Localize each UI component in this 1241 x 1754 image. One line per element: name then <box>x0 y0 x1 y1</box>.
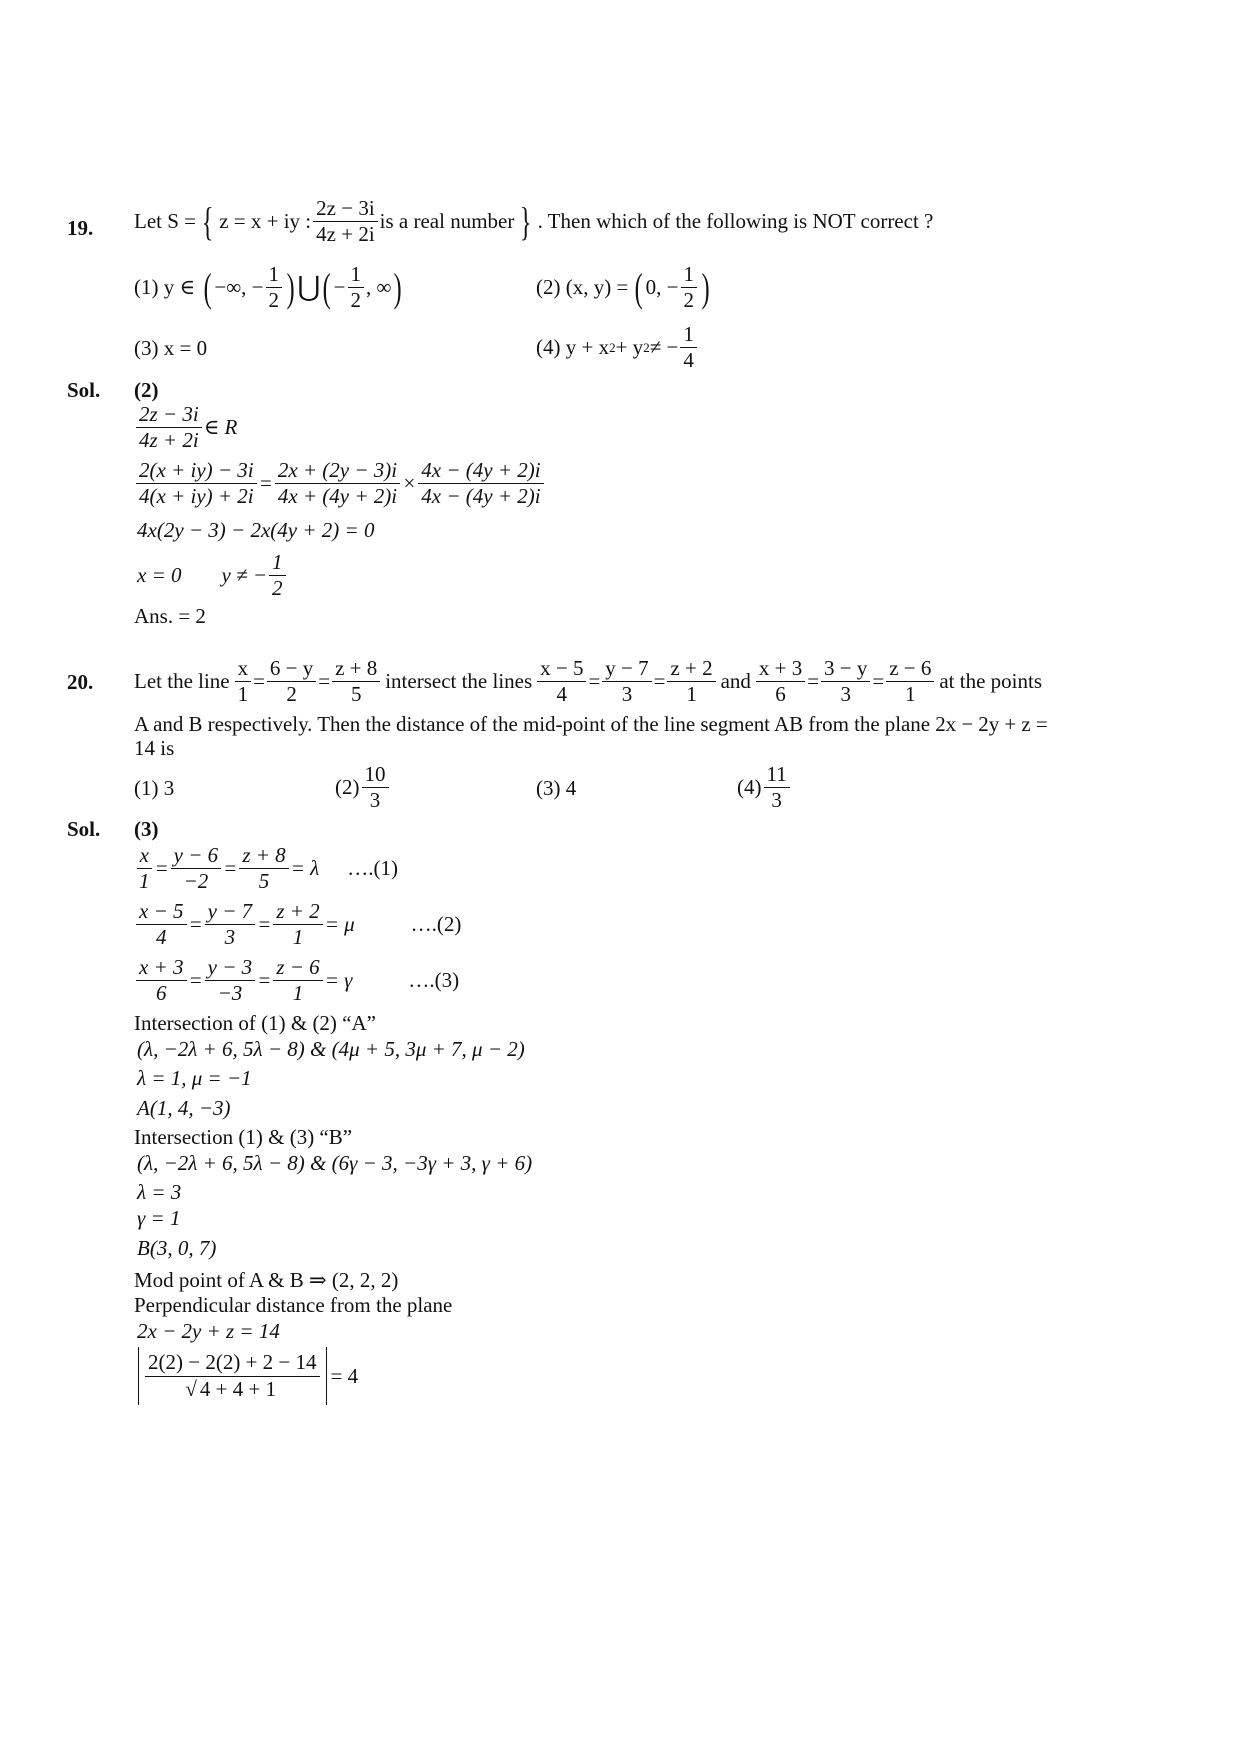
solution-19-line-3: 4x(2y − 3) − 2x(4y + 2) = 0 <box>137 518 375 542</box>
solution-19-line-4: x = 0 y ≠ − $\frac{1}{2}$ <box>137 550 288 601</box>
solution-20-points-b: (λ, −2λ + 6, 5λ − 8) & (6γ − 3, −3γ + 3, γ + 6) <box>137 1151 533 1175</box>
question-20-number: 20. <box>67 670 94 694</box>
question-20-stem-line-1: Let the line $\frac{x}{1}$ = $\frac{6 - y}{2}$ = $\frac{z + 8}{5}$ intersect the lines $\frac{x - 5}{4}$ = $\frac{y - 7}{3}$ = $\frac{z + 2}{1}$ and $\frac{x + 3}{6}$ = $\frac{3 - y}{3}$ = $\frac{z - 6}{1}$ at the points <box>134 656 1042 707</box>
question-20-option-3[interactable]: (3) 4 <box>536 776 577 800</box>
solution-19-answer-line: Ans. = 2 <box>134 604 206 628</box>
solution-20-midpoint: Mod point of A & B ⇒ (2, 2, 2) <box>134 1268 399 1292</box>
solution-20-label: Sol. <box>67 817 101 841</box>
solution-20-intersection-a: Intersection of (1) & (2) “A” <box>134 1011 376 1035</box>
question-19-number: 19. <box>67 216 94 240</box>
solution-19-line-2: $\frac{2(x + iy) - 3i}{4(x + iy) + 2i}$ = $\frac{2x + (2y - 3)i}{4x + (4y + 2)i}$ × $\frac{4x - (4y + 2)i}{4x - (4y + 2)i}$ <box>134 458 546 509</box>
question-19-stem: Let S = { z = x + iy : $\frac{2z - 3i}{4z + 2i}$ is a real number } . Then which of the following is NOT correct ? <box>134 196 934 247</box>
solution-20-points-a: (λ, −2λ + 6, 5λ − 8) & (4μ + 5, 3μ + 7, μ − 2) <box>137 1037 525 1061</box>
question-19-option-1[interactable]: (1) y ∈ ( −∞, − $\frac{1}{2}$ ) ⋃ ( − $\frac{1}{2}$ , ∞ ) <box>134 262 403 313</box>
set-fraction: $\frac{2z - 3i}{4z + 2i}$ <box>313 196 378 247</box>
question-20-option-2[interactable]: (2) $\frac{10}{3}$ <box>335 762 391 813</box>
solution-20-equation-2: $\frac{x - 5}{4}$ = $\frac{y - 7}{3}$ = $\frac{z + 2}{1}$ = μ ….(2) <box>134 899 461 950</box>
question-19-option-4[interactable]: (4) y + x 2 + y 2 ≠ − $\frac{1}{4}$ <box>536 322 699 373</box>
solution-20-lambda: λ = 3 <box>137 1180 182 1204</box>
question-20-stem-line-2: A and B respectively. Then the distance of the mid-point of the line segment AB from the plane 2x − 2y + z = <box>134 712 1048 736</box>
solution-20-answer: (3) <box>134 817 159 841</box>
solution-20-gamma: γ = 1 <box>137 1206 181 1230</box>
solution-20-values-a: λ = 1, μ = −1 <box>137 1066 252 1090</box>
question-19-option-2[interactable]: (2) (x, y) = ( 0, − $\frac{1}{2}$ ) <box>536 262 710 313</box>
solution-20-perpendicular: Perpendicular distance from the plane <box>134 1293 453 1317</box>
question-20-option-4[interactable]: (4) $\frac{11}{3}$ <box>737 762 792 813</box>
question-20-option-1[interactable]: (1) 3 <box>134 776 175 800</box>
solution-20-plane: 2x − 2y + z = 14 <box>137 1319 280 1343</box>
question-19-option-3[interactable]: (3) x = 0 <box>134 336 208 360</box>
solution-20-intersection-b: Intersection (1) & (3) “B” <box>134 1125 353 1149</box>
solution-19-answer: (2) <box>134 378 159 402</box>
solution-20-point-a: A(1, 4, −3) <box>137 1096 231 1120</box>
solution-20-equation-1: $\frac{x}{1}$ = $\frac{y - 6}{-2}$ = $\frac{z + 8}{5}$ = λ ….(1) <box>134 843 398 894</box>
solution-19-label: Sol. <box>67 378 101 402</box>
solution-20-point-b: B(3, 0, 7) <box>137 1236 217 1260</box>
solution-20-distance: $\frac{2(2) - 2(2) + 2 - 14}{√ 4 + 4 + 1}$ = 4 <box>134 1347 358 1405</box>
solution-19-line-1: $\frac{2z - 3i}{4z + 2i}$ ∈ R <box>134 402 237 453</box>
question-20-stem-line-3: 14 is <box>134 736 175 760</box>
solution-20-equation-3: $\frac{x + 3}{6}$ = $\frac{y - 3}{-3}$ = $\frac{z - 6}{1}$ = γ ….(3) <box>134 955 459 1006</box>
